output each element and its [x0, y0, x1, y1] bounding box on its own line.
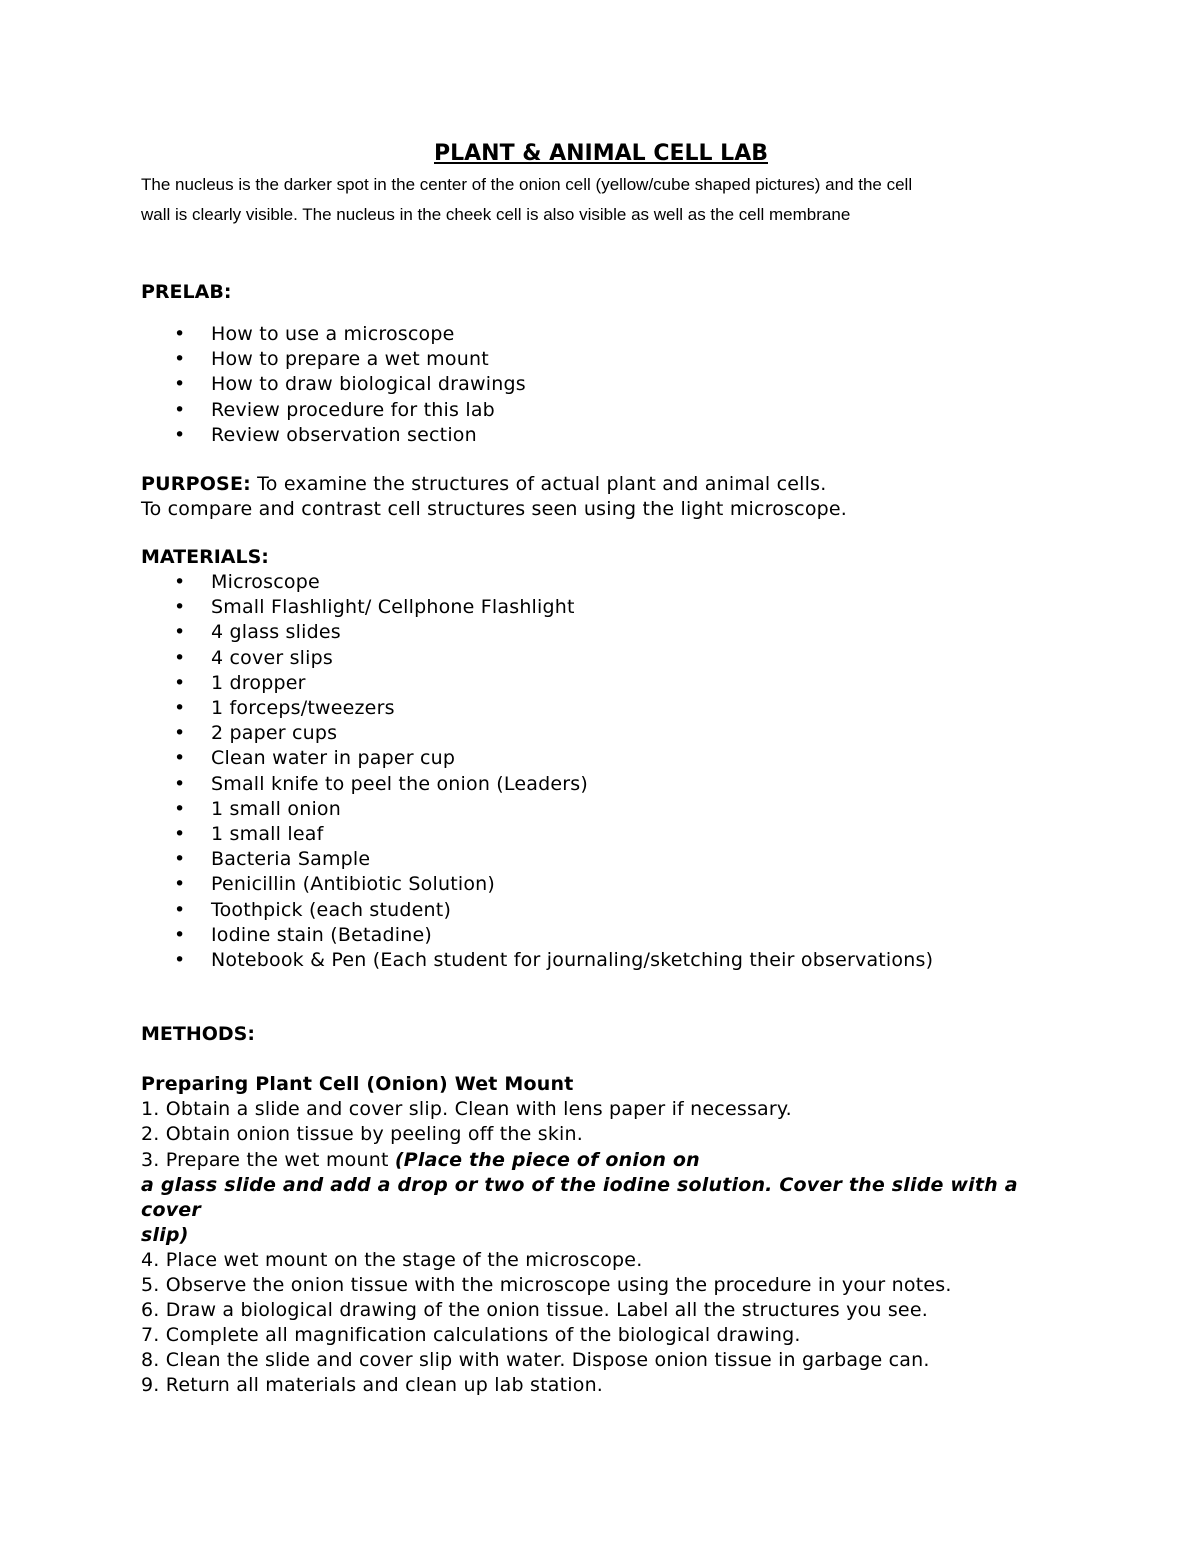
materials-heading: MATERIALS: [141, 546, 269, 569]
page-title: PLANT & ANIMAL CELL LAB [434, 141, 768, 166]
list-item: • How to use a microscope [141, 322, 1061, 347]
bullet-icon: • [174, 873, 186, 896]
bullet-icon: • [174, 621, 186, 644]
step-3-continued: a glass slide and add a drop or two of the iodine solution. Cover the slide with a cover [141, 1173, 1018, 1221]
bullet-icon: • [174, 898, 186, 921]
list-item: • Microscope [141, 570, 1061, 595]
list-item: • 1 small onion [141, 797, 1061, 822]
list-item: • 1 forceps/tweezers [141, 696, 1061, 721]
bullet-icon: • [174, 823, 186, 846]
step-3-end: slip) [141, 1223, 189, 1246]
list-item: • Review observation section [141, 423, 1061, 448]
methods-heading: METHODS: [141, 1023, 255, 1046]
list-item: • How to draw biological drawings [141, 372, 1061, 397]
bullet-icon: • [174, 571, 186, 594]
bullet-icon: • [174, 772, 186, 795]
bullet-icon: • [174, 348, 186, 371]
intro-line-1: The nucleus is the darker spot in the center of the onion cell (yellow/cube shaped pictures) and the cell [141, 175, 913, 194]
bullet-icon: • [174, 671, 186, 694]
step-5: 5. Observe the onion tissue with the microscope using the procedure in your notes. [141, 1274, 952, 1297]
list-item: • Iodine stain (Betadine) [141, 923, 1061, 948]
purpose-label: PURPOSE: [141, 473, 251, 496]
prelab-list [141, 322, 1061, 448]
list-item: • Small Flashlight/ Cellphone Flashlight [141, 595, 1061, 620]
list-item: • Clean water in paper cup [141, 746, 1061, 771]
bullet-icon: • [174, 747, 186, 770]
list-item: • 1 dropper [141, 671, 1061, 696]
list-item: • 1 small leaf [141, 822, 1061, 847]
list-item: • 4 glass slides [141, 620, 1061, 645]
bullet-icon: • [174, 596, 186, 619]
list-item: • 2 paper cups [141, 721, 1061, 746]
step-7: 7. Complete all magnification calculations of the biological drawing. [141, 1324, 801, 1347]
bullet-icon: • [174, 373, 186, 396]
bullet-icon: • [174, 722, 186, 745]
step-3: 3. Prepare the wet mount (Place the piece of onion on [141, 1148, 700, 1171]
step-2: 2. Obtain onion tissue by peeling off the skin. [141, 1123, 583, 1146]
intro-paragraph [141, 170, 1061, 230]
list-item: • Review procedure for this lab [141, 398, 1061, 423]
list-item: • Penicillin (Antibiotic Solution) [141, 872, 1061, 897]
bullet-icon: • [174, 923, 186, 946]
purpose-line-1: PURPOSE: To examine the structures of actual plant and animal cells. [141, 473, 827, 496]
bullet-icon: • [174, 697, 186, 720]
list-item: • How to prepare a wet mount [141, 347, 1061, 372]
list-item: • Small knife to peel the onion (Leaders) [141, 772, 1061, 797]
bullet-icon: • [174, 797, 186, 820]
bullet-icon: • [174, 949, 186, 972]
list-item: • 4 cover slips [141, 646, 1061, 671]
bullet-icon: • [174, 646, 186, 669]
step-4: 4. Place wet mount on the stage of the microscope. [141, 1248, 643, 1271]
step-1: 1. Obtain a slide and cover slip. Clean with lens paper if necessary. [141, 1098, 792, 1121]
prelab-heading: PRELAB: [141, 281, 232, 303]
bullet-icon: • [174, 323, 186, 345]
methods-steps [141, 1072, 1061, 1398]
bullet-icon: • [174, 398, 186, 421]
methods-subheading: Preparing Plant Cell (Onion) Wet Mount [141, 1073, 574, 1096]
document-page [141, 140, 1061, 1398]
list-item: • Toothpick (each student) [141, 898, 1061, 923]
step-6: 6. Draw a biological drawing of the onion tissue. Label all the structures you see. [141, 1299, 928, 1322]
intro-line-2: wall is clearly visible. The nucleus in the cheek cell is also visible as well as the cell membrane [141, 205, 851, 224]
bullet-icon: • [174, 423, 186, 446]
bullet-icon: • [174, 848, 186, 871]
step-9: 9. Return all materials and clean up lab station. [141, 1374, 604, 1397]
step-8: 8. Clean the slide and cover slip with water. Dispose onion tissue in garbage can. [141, 1349, 930, 1372]
list-item: • Bacteria Sample [141, 847, 1061, 872]
materials-list [141, 570, 1061, 973]
purpose-line-2: To compare and contrast cell structures seen using the light microscope. [141, 498, 848, 521]
list-item: • Notebook & Pen (Each student for journaling/sketching their observations) [141, 948, 1061, 973]
purpose-section [141, 472, 1061, 522]
